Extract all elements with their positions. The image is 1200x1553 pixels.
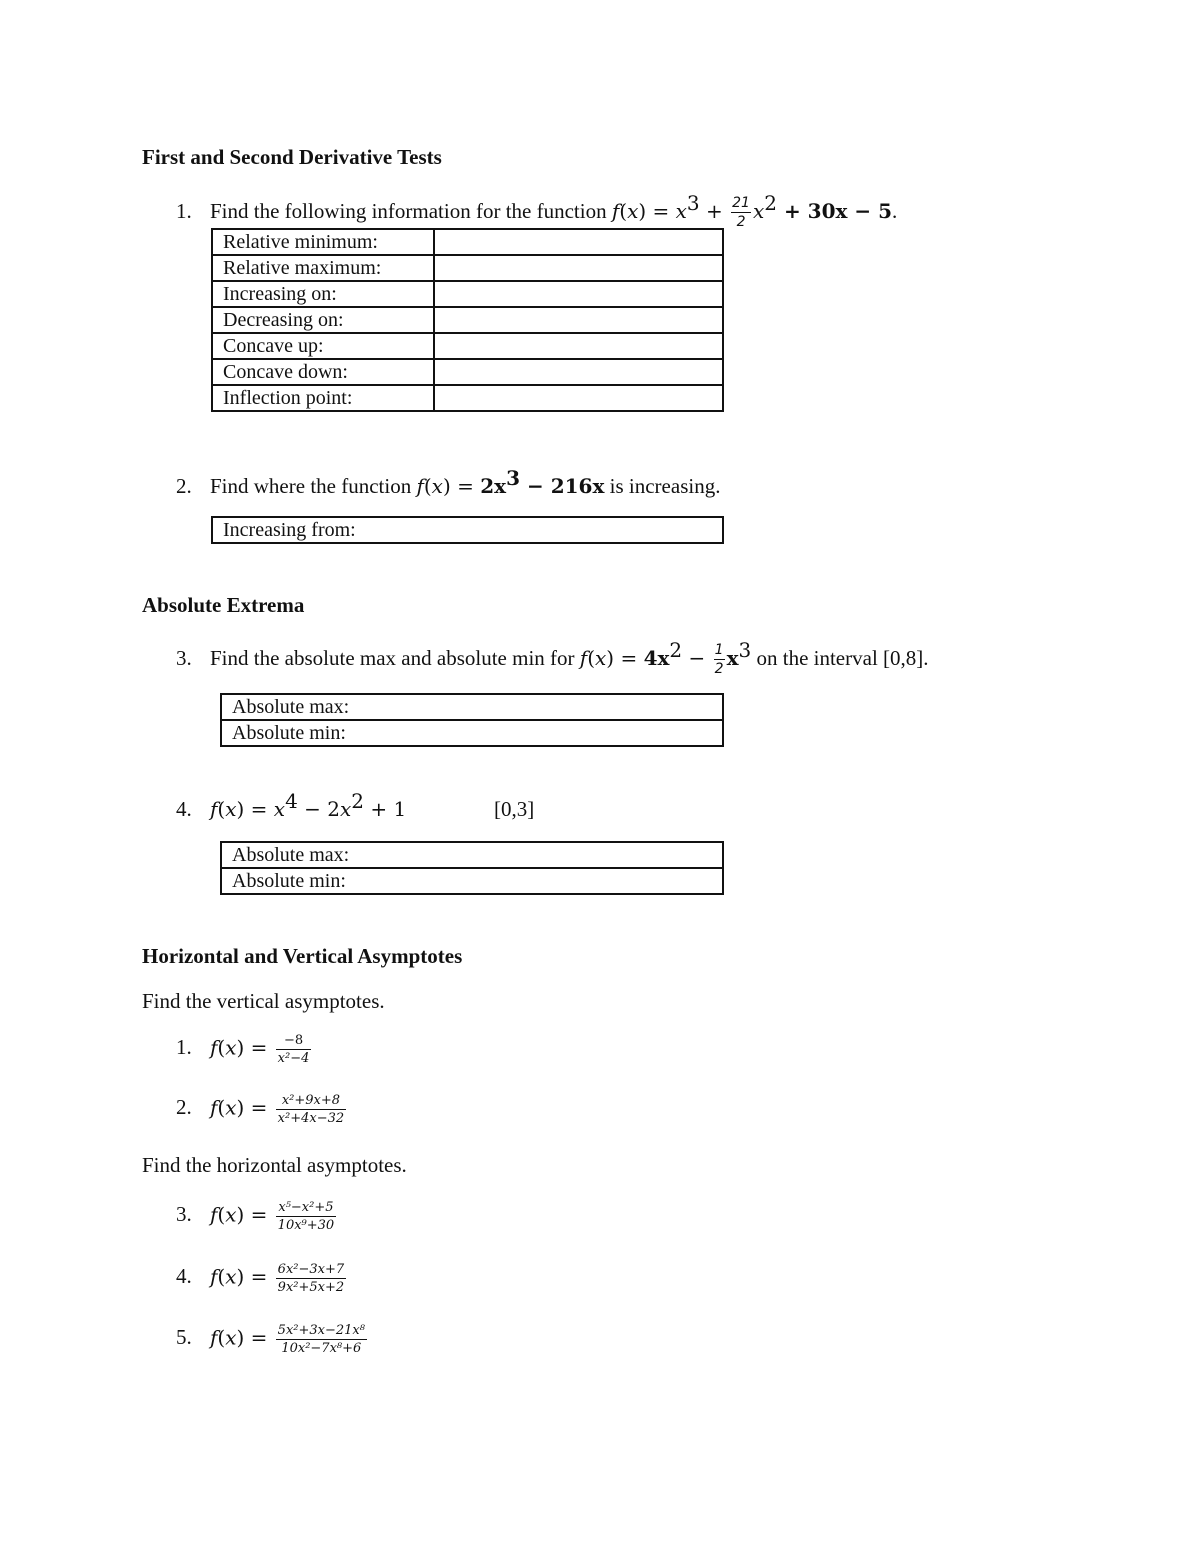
question-text-end: is increasing. bbox=[609, 474, 721, 498]
numerator: 5x²+3x−21x⁸ bbox=[277, 1323, 365, 1338]
question-text: Find the following information for the function bbox=[210, 199, 607, 223]
function-label: f(x) = bbox=[210, 1202, 268, 1227]
function-label: f(x) = bbox=[210, 1035, 268, 1060]
row-label: Increasing on: bbox=[212, 281, 434, 307]
table-row[interactable] bbox=[212, 517, 723, 543]
question-text-end: on the interval [0,8]. bbox=[756, 646, 929, 670]
function-label: f(x) = bbox=[210, 1095, 268, 1120]
question-4 bbox=[176, 789, 407, 822]
function-expression: $f(x) = 4x^2$ − $\frac{1}{2}$ $x^3$ bbox=[579, 638, 752, 677]
row-label: Absolute max: bbox=[221, 842, 723, 868]
answer-table-q1 bbox=[211, 228, 724, 412]
function-label: f(x) = bbox=[210, 1264, 268, 1289]
table-row bbox=[212, 229, 723, 255]
answer-cell[interactable] bbox=[434, 229, 723, 255]
item-number: 5. bbox=[176, 1325, 192, 1350]
row-label: Absolute min: bbox=[221, 720, 723, 746]
interval-label: [0,3] bbox=[494, 797, 535, 821]
answer-cell[interactable] bbox=[434, 359, 723, 385]
numerator: x⁵−x²+5 bbox=[276, 1201, 337, 1217]
denominator: x²+4x−32 bbox=[277, 1111, 345, 1126]
row-label: Increasing from: bbox=[212, 517, 723, 543]
question-2 bbox=[176, 466, 721, 499]
function-label: f(x) = bbox=[210, 1325, 268, 1350]
row-label: Relative maximum: bbox=[212, 255, 434, 281]
table-row[interactable] bbox=[221, 694, 723, 720]
horizontal-item-4 bbox=[176, 1263, 349, 1294]
fraction bbox=[276, 1201, 337, 1232]
table-row bbox=[212, 255, 723, 281]
question-number: 2. bbox=[176, 474, 192, 498]
numerator: x²+9x+8 bbox=[276, 1094, 346, 1110]
answer-cell[interactable] bbox=[434, 255, 723, 281]
horizontal-item-3 bbox=[176, 1201, 339, 1232]
row-label: Concave down: bbox=[212, 359, 434, 385]
table-row bbox=[212, 385, 723, 411]
question-text: Find the absolute max and absolute min for bbox=[210, 646, 575, 670]
row-label: Absolute min: bbox=[221, 868, 723, 894]
question-text-end: . bbox=[892, 199, 898, 223]
denominator: 10x²−7x⁸+6 bbox=[281, 1341, 362, 1356]
answer-cell[interactable] bbox=[434, 333, 723, 359]
table-row bbox=[212, 307, 723, 333]
fraction bbox=[276, 1034, 312, 1065]
answer-table-q3 bbox=[220, 693, 724, 747]
horizontal-item-5 bbox=[176, 1324, 370, 1355]
table-row bbox=[212, 281, 723, 307]
answer-cell[interactable] bbox=[434, 385, 723, 411]
vertical-prompt: Find the vertical asymptotes. bbox=[142, 989, 385, 1013]
function-expression: $f(x) = x^3$ + $\frac{21}{2}$ $x^2 + 30x - 5$ bbox=[611, 191, 893, 230]
item-number: 1. bbox=[176, 1035, 192, 1060]
fraction bbox=[276, 1324, 367, 1355]
question-number: 4. bbox=[176, 797, 192, 821]
table-row[interactable] bbox=[221, 868, 723, 894]
answer-cell[interactable] bbox=[434, 307, 723, 333]
question-number: 3. bbox=[176, 646, 192, 670]
table-row[interactable] bbox=[221, 842, 723, 868]
row-label: Concave up: bbox=[212, 333, 434, 359]
item-number: 2. bbox=[176, 1095, 192, 1120]
numerator: −8 bbox=[276, 1034, 312, 1050]
vertical-item-1 bbox=[176, 1034, 314, 1065]
table-row bbox=[212, 333, 723, 359]
question-text: Find where the function bbox=[210, 474, 412, 498]
question-3 bbox=[176, 638, 929, 677]
denominator: x²−4 bbox=[277, 1051, 310, 1066]
answer-table-q4 bbox=[220, 841, 724, 895]
section-heading-absolute-extrema: Absolute Extrema bbox=[142, 593, 305, 617]
answer-cell[interactable] bbox=[434, 281, 723, 307]
function-expression: $f(x) = 2x^3 - 216x$ bbox=[416, 466, 605, 498]
item-number: 4. bbox=[176, 1264, 192, 1289]
table-row bbox=[212, 359, 723, 385]
fraction bbox=[276, 1263, 346, 1294]
vertical-item-2 bbox=[176, 1094, 349, 1125]
numerator: 6x²−3x+7 bbox=[277, 1262, 345, 1277]
question-number: 1. bbox=[176, 199, 192, 223]
table-row[interactable] bbox=[221, 720, 723, 746]
function-expression: $f(x) = x^4 - 2x^2 + 1$ bbox=[210, 789, 407, 821]
section-heading-asymptotes: Horizontal and Vertical Asymptotes bbox=[142, 944, 463, 968]
row-label: Decreasing on: bbox=[212, 307, 434, 333]
row-label: Inflection point: bbox=[212, 385, 434, 411]
answer-table-q2 bbox=[211, 516, 724, 544]
denominator: 9x²+5x+2 bbox=[277, 1280, 345, 1295]
section-heading-derivative-tests: First and Second Derivative Tests bbox=[142, 145, 442, 169]
horizontal-prompt: Find the horizontal asymptotes. bbox=[142, 1153, 407, 1177]
question-1 bbox=[176, 191, 898, 230]
denominator: 10x⁹+30 bbox=[277, 1218, 335, 1233]
row-label: Absolute max: bbox=[221, 694, 723, 720]
row-label: Relative minimum: bbox=[212, 229, 434, 255]
item-number: 3. bbox=[176, 1202, 192, 1227]
fraction bbox=[276, 1094, 346, 1125]
